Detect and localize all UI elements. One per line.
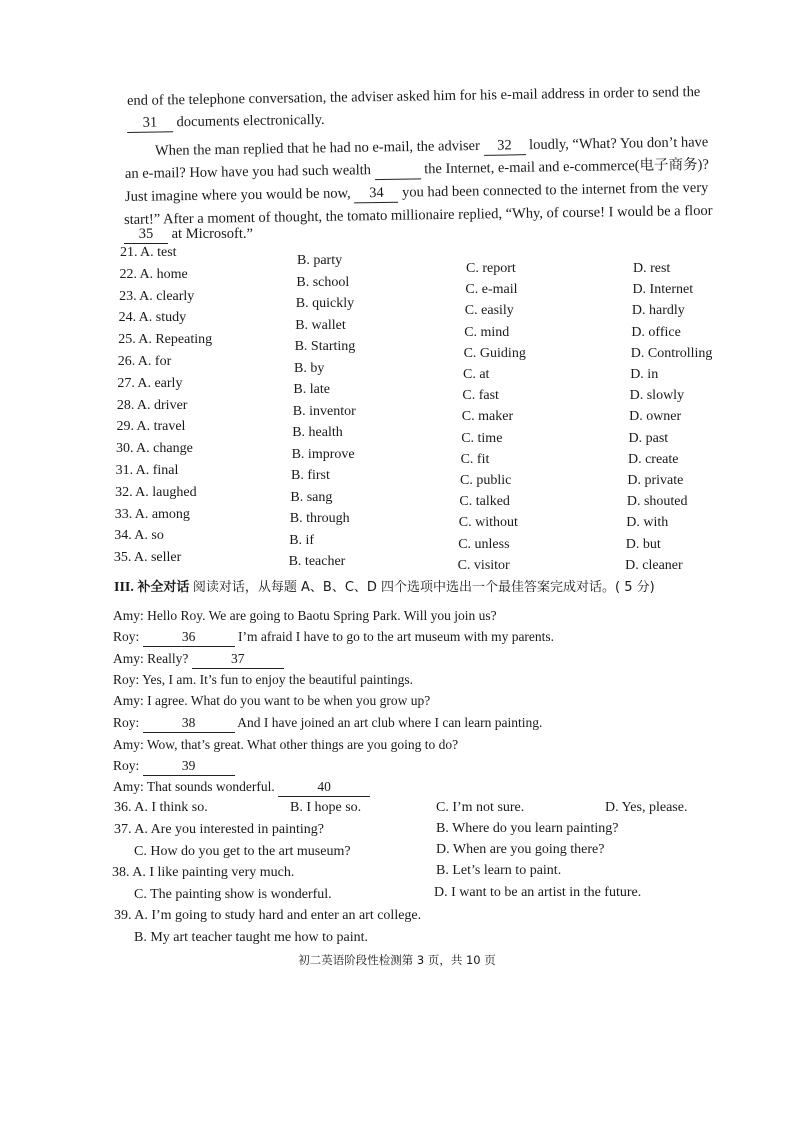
passage-text: the Internet, e-mail and e-commerce(电子商务)? (424, 156, 709, 178)
cloze-option-35-c: C. visitor (457, 557, 510, 573)
passage-text: loudly, “What? You don’t have (528, 134, 709, 154)
cloze-option-33-d: D. with (626, 515, 669, 531)
dialogue-text: Roy: Yes, I am. It’s fun to enjoy the beautiful paintings. (113, 672, 413, 687)
blank-37: 37 (192, 650, 284, 669)
section-heading (114, 579, 655, 597)
cloze-option-31-d: D. private (627, 473, 684, 488)
cloze-option-26-c: C. at (463, 367, 490, 382)
cloze-option-26-a: A. for (137, 354, 172, 369)
option-37-c: C. How do you get to the art museum? (134, 844, 351, 859)
cloze-option-23-a: A. clearly (139, 288, 195, 304)
blank-38: 38 (143, 714, 235, 733)
passage-line-7 (124, 225, 253, 244)
option-36-c: C. I’m not sure. (436, 800, 525, 815)
cloze-option-number: 34. (114, 528, 132, 544)
cloze-option-33-c: C. without (458, 515, 518, 531)
cloze-option-35-a: A. seller (133, 550, 182, 566)
blank-39: 39 (143, 757, 235, 776)
cloze-option-28-c: C. maker (461, 409, 514, 425)
dialogue-text: And I have joined an art club where I can learn painting. (237, 715, 543, 730)
cloze-option-31-b: B. first (291, 468, 330, 483)
option-36-b: B. I hope so. (290, 800, 362, 815)
cloze-option-24-a: A. study (138, 310, 187, 326)
passage-text: When the man replied that he had no e-mail, the adviser (154, 137, 480, 159)
dialogue-text: Roy: (113, 758, 140, 773)
dialogue-text: Amy: That sounds wonderful. (113, 779, 275, 794)
cloze-option-25-b: B. Starting (294, 339, 356, 354)
cloze-option-number: 24. (118, 310, 137, 326)
cloze-option-29-a: A. travel (136, 419, 186, 435)
cloze-option-number: 33. (114, 506, 133, 522)
page-footer: 初二英语阶段性检测第 3 页，共 10 页 (298, 953, 496, 967)
dialogue-line (113, 692, 430, 710)
cloze-option-33-b: B. through (289, 511, 350, 526)
cloze-option-22-c: C. e-mail (465, 282, 518, 298)
cloze-option-number: 29. (116, 419, 134, 435)
passage-line-2 (127, 111, 325, 133)
blank-34: 34 (354, 184, 398, 204)
cloze-option-number: 27. (117, 375, 135, 391)
option-39-b: B. My art teacher taught me how to paint. (134, 930, 369, 945)
cloze-option-number: 28. (116, 397, 135, 413)
blank-36: 36 (143, 628, 235, 647)
cloze-option-26-b: B. by (294, 360, 325, 376)
cloze-option-29-d: D. past (628, 430, 669, 446)
option-38-b: B. Let’s learn to paint. (436, 863, 562, 878)
dialogue-text: Roy: (113, 629, 140, 644)
cloze-option-22-b: B. school (296, 274, 350, 290)
cloze-option-number: 23. (119, 288, 137, 304)
cloze-option-number: 25. (118, 332, 136, 348)
cloze-option-26-d: D. in (630, 367, 659, 382)
cloze-option-23-c: C. easily (464, 303, 514, 319)
cloze-option-35-d: D. cleaner (625, 557, 683, 573)
cloze-option-number: 21. (120, 245, 138, 260)
option-38-c: C. The painting show is wonderful. (134, 887, 332, 902)
cloze-option-25-c: C. Guiding (463, 345, 526, 361)
dialogue-line (113, 757, 235, 776)
cloze-option-32-a: A. laughed (135, 484, 197, 500)
cloze-option-29-b: B. health (292, 425, 343, 440)
section-number: III. (114, 580, 134, 595)
blank-32: 32 (483, 136, 525, 156)
dialogue-text: I’m afraid I have to go to the art museum with my parents. (238, 629, 555, 644)
passage-line-6: start!” After a moment of thought, the tomato millionaire replied, “Why, of course! I would be a floor (123, 202, 713, 228)
option-37-a: 37. A. Are you interested in painting? (114, 822, 324, 837)
cloze-option-30-b: B. improve (291, 446, 355, 462)
cloze-option-32-b: B. sang (290, 489, 333, 505)
section-title: 补全对话 (137, 580, 190, 595)
passage-text: at Microsoft.” (171, 226, 253, 242)
dialogue-line (113, 607, 497, 625)
cloze-option-27-a: A. early (137, 375, 183, 391)
passage-text: an e-mail? How have you had such wealth (124, 162, 372, 182)
cloze-option-23-d: D. hardly (631, 303, 685, 319)
cloze-option-21-b: B. party (297, 253, 343, 268)
dialogue-text: Amy: Really? (113, 651, 189, 666)
blank-35: 35 (124, 225, 168, 244)
cloze-option-23-b: B. quickly (295, 296, 355, 311)
cloze-option-28-d: D. owner (629, 409, 682, 425)
dialogue-line (113, 736, 458, 754)
cloze-option-32-c: C. talked (459, 494, 510, 510)
dialogue-line (113, 650, 284, 669)
cloze-option-35-b: B. teacher (288, 554, 346, 569)
cloze-option-28-a: A. driver (136, 397, 188, 413)
cloze-option-33-a: A. among (134, 506, 190, 522)
cloze-option-21-c: C. report (466, 261, 516, 276)
cloze-option-number: 32. (115, 484, 133, 500)
passage-text: Just imagine where you would be now, (124, 185, 351, 205)
dialogue-text: Amy: Wow, that’s great. What other things are you going to do? (113, 737, 459, 752)
cloze-option-number: 31. (115, 463, 134, 478)
dialogue-line (113, 671, 413, 689)
cloze-option-22-d: D. Internet (632, 282, 694, 298)
cloze-option-34-a: A. so (134, 528, 164, 544)
cloze-option-25-d: D. Controlling (630, 345, 713, 361)
option-36-a: 36. A. I think so. (114, 800, 208, 815)
cloze-option-number: 30. (116, 441, 134, 457)
cloze-option-34-d: D. but (625, 536, 661, 552)
dialogue-text: Amy: Hello Roy. We are going to Baotu Spring Park. Will you join us? (113, 608, 497, 623)
cloze-option-28-b: B. inventor (292, 403, 356, 419)
cloze-option-24-d: D. office (631, 324, 681, 340)
option-36-d: D. Yes, please. (605, 800, 688, 815)
option-37-d: D. When are you going there? (436, 842, 605, 857)
cloze-option-24-c: C. mind (464, 324, 510, 340)
cloze-option-30-d: D. create (627, 451, 679, 467)
passage-text: you had been connected to the internet from the very (401, 179, 709, 201)
option-37-b: B. Where do you learn painting? (436, 821, 619, 836)
cloze-option-29-c: C. time (461, 430, 503, 446)
cloze-option-30-c: C. fit (460, 451, 490, 467)
blank-40: 40 (278, 778, 370, 797)
cloze-option-32-d: D. shouted (626, 494, 688, 510)
cloze-option-30-a: A. change (136, 441, 193, 457)
cloze-option-27-d: D. slowly (629, 388, 685, 404)
cloze-option-34-c: C. unless (458, 536, 510, 552)
cloze-option-21-a: A. test (140, 245, 177, 260)
cloze-option-21-d: D. rest (633, 261, 671, 276)
dialogue-text: Amy: I agree. What do you want to be when you grow up? (113, 693, 431, 708)
cloze-option-number: 35. (113, 550, 132, 566)
cloze-option-31-c: C. public (460, 473, 512, 488)
cloze-option-24-b: B. wallet (295, 317, 346, 333)
cloze-option-34-b: B. if (289, 532, 315, 548)
blank-31: 31 (127, 113, 173, 133)
passage-text: documents electronically. (176, 111, 325, 131)
blank-33 (374, 160, 420, 180)
dialogue-text: Roy: (113, 715, 140, 730)
passage-line-1: end of the telephone conversation, the adviser asked him for his e-mail address in order to send the (126, 83, 701, 109)
cloze-option-27-c: C. fast (462, 388, 499, 404)
cloze-option-number: 26. (117, 354, 136, 369)
dialogue-line (113, 778, 370, 797)
cloze-option-number: 22. (119, 266, 138, 282)
dialogue-line (113, 628, 554, 647)
dialogue-line (113, 714, 542, 733)
option-38-d: D. I want to be an artist in the future. (434, 885, 642, 900)
cloze-option-25-a: A. Repeating (138, 332, 213, 348)
section-instructions: 阅读对话，从每题 A、B、C、D 四个选项中选出一个最佳答案完成对话。( 5 分) (192, 580, 655, 595)
cloze-option-22-a: A. home (139, 266, 188, 282)
cloze-option-27-b: B. late (293, 382, 330, 397)
cloze-option-31-a: A. final (135, 463, 179, 478)
option-38-a: 38. A. I like painting very much. (112, 865, 295, 880)
option-39-a: 39. A. I’m going to study hard and enter an art college. (114, 908, 422, 923)
